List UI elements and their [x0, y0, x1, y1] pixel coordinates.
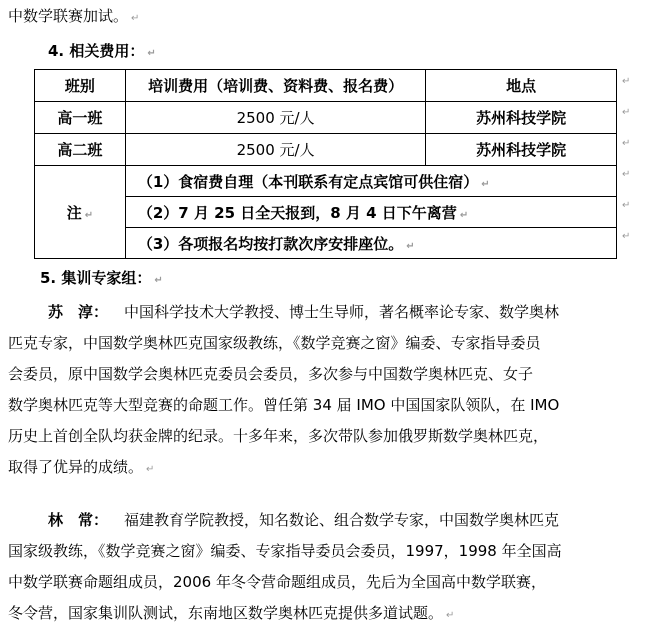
row-end-mark-icon: ↵	[622, 76, 631, 87]
row-class: 高一班	[35, 102, 126, 134]
header-place: 地点	[426, 70, 617, 102]
table-row	[35, 134, 617, 166]
intro-tail: 中数学联赛加试。 ↵	[8, 7, 140, 25]
section4-heading: 4. 相关费用： ↵	[48, 42, 156, 60]
expert-line: 苏 淳： 中国科学技术大学教授、博士生导师，著名概率论专家、数学奥林	[48, 303, 560, 321]
row-fee: 2500 元/人	[125, 134, 425, 166]
table-row	[35, 102, 617, 134]
paragraph-mark-icon: ↵	[481, 178, 490, 190]
row-end-mark-icon: ↵	[622, 138, 631, 149]
expert-line: 历史上首创全队均获金牌的纪录。十多年来，多次带队参加俄罗斯数学奥林匹克，	[8, 427, 549, 445]
paragraph-mark-icon: ↵	[459, 209, 469, 221]
expert-line: 中数学联赛命题组成员，2006 年冬令营命题组成员，先后为全国高中数学联赛，	[8, 573, 546, 591]
expert-name: 林 常：	[48, 511, 109, 529]
note-row	[35, 166, 617, 197]
row-end-mark-icon: ↵	[622, 200, 631, 211]
expert-name: 苏 淳：	[48, 303, 109, 321]
paragraph-mark-icon: ↵	[147, 48, 156, 59]
note-item: （2）7 月 25 日全天报到，8 月 4 日下午离营 ↵	[125, 197, 616, 228]
note-item: （3）各项报名均按打款次序安排座位。 ↵	[125, 228, 616, 259]
section5-heading: 5. 集训专家组： ↵	[40, 269, 163, 287]
expert-line: 匹克专家，中国数学奥林匹克国家级教练，《数学竞赛之窗》编委、专家指导委员	[8, 334, 541, 352]
paragraph-mark-icon: ↵	[84, 209, 94, 221]
expert-line: 取得了优异的成绩。 ↵	[8, 458, 155, 476]
paragraph-mark-icon: ↵	[131, 13, 140, 24]
row-class: 高二班	[35, 134, 126, 166]
expert-lin-chang	[8, 505, 648, 631]
row-end-mark-icon: ↵	[622, 107, 631, 118]
expert-su-chun	[8, 297, 648, 485]
paragraph-mark-icon: ↵	[406, 240, 415, 252]
expert-line: 数学奥林匹克等大型竞赛的命题工作。曾任第 34 届 IMO 中国国家队领队，在 IMO	[8, 396, 560, 414]
header-class: 班别	[35, 70, 126, 102]
header-fee: 培训费用（培训费、资料费、报名费）	[125, 70, 425, 102]
note-label: 注 ↵	[35, 166, 126, 259]
expert-line: 会委员，原中国数学会奥林匹克委员会委员，多次参与中国数学奥林匹克、女子	[8, 365, 534, 383]
expert-line: 林 常： 福建教育学院教授，知名数论、组合数学专家，中国数学奥林匹克	[48, 511, 560, 529]
note-item: （1）食宿费自理（本刊联系有定点宾馆可供住宿） ↵	[125, 166, 616, 197]
row-place: 苏州科技学院	[426, 102, 617, 134]
fees-table	[34, 69, 617, 259]
row-end-mark-icon: ↵	[622, 231, 631, 242]
paragraph-mark-icon: ↵	[146, 464, 155, 475]
row-place: 苏州科技学院	[426, 134, 617, 166]
table-header-row	[35, 70, 617, 102]
expert-line: 冬令营，国家集训队测试，东南地区数学奥林匹克提供多道试题。 ↵	[8, 604, 455, 622]
row-fee: 2500 元/人	[125, 102, 425, 134]
expert-line: 国家级教练，《数学竞赛之窗》编委、专家指导委员会委员，1997，1998 年全国高	[8, 542, 562, 560]
row-end-mark-icon: ↵	[622, 169, 631, 180]
paragraph-mark-icon: ↵	[446, 610, 455, 621]
paragraph-mark-icon: ↵	[154, 275, 163, 286]
